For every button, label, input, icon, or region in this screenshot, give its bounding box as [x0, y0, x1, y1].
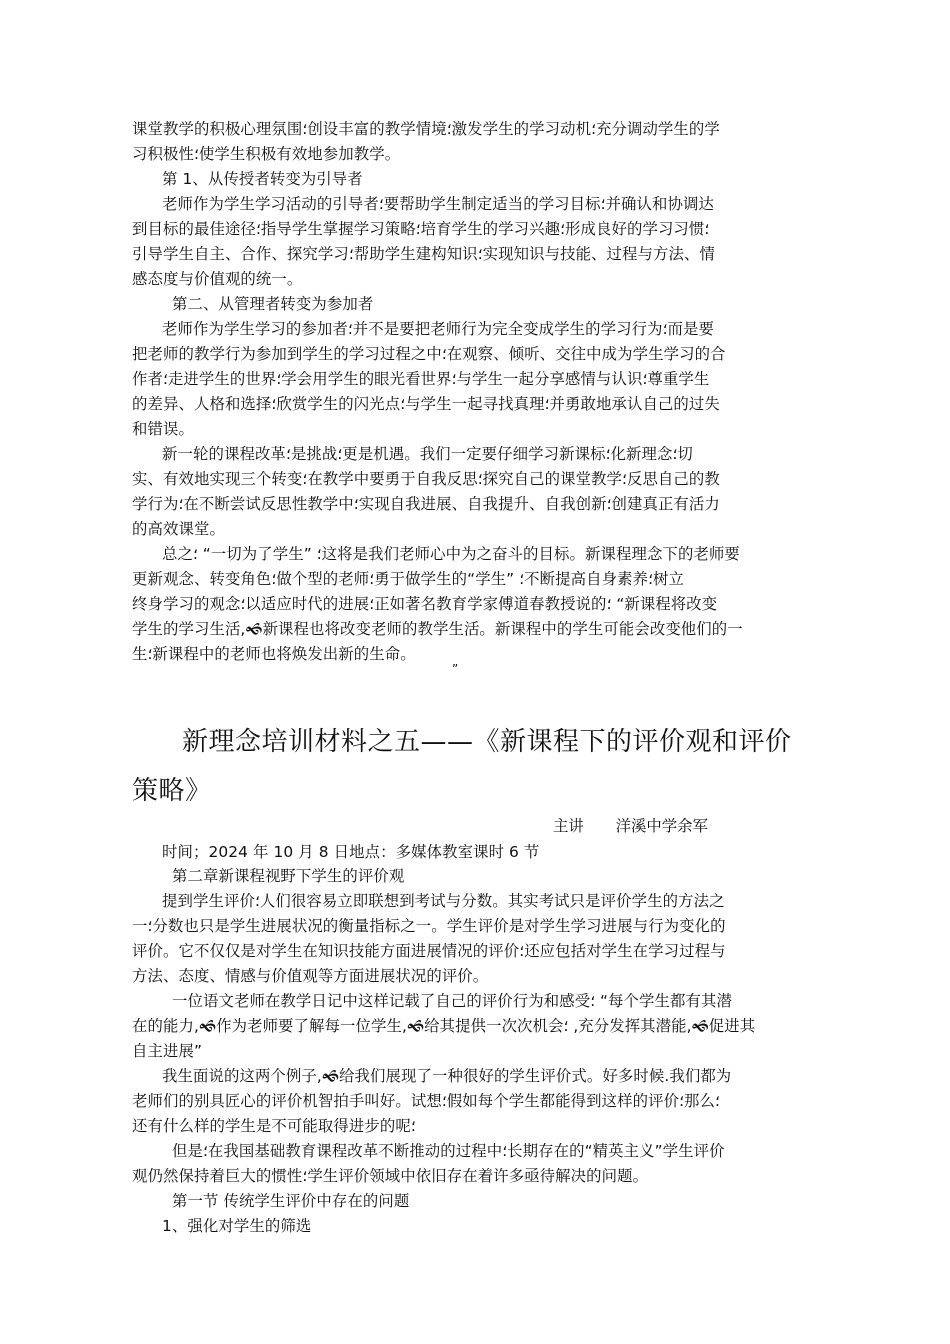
paragraph-line: 老师们的别具匠心的评价机智拍手叫好。试想؛假如每个学生都能得到这样的评价؛那么؛ — [132, 1092, 720, 1110]
paragraph-line: 学生的学习生活,🙜新课程也将改变老师的教学生活。新课程中的学生可能会改变他们的一 — [132, 620, 743, 638]
paragraph-line: 的高效课堂。 — [132, 520, 225, 538]
paragraph-line: 感态度与价值观的统一。 — [132, 270, 303, 288]
paragraph-line: 提到学生评价؛人们很容易立即联想到考试与分数。其实考试只是评价学生的方法之 — [162, 892, 725, 910]
closing-quote: ” — [452, 662, 459, 676]
subheading: 第二、从管理者转变为参加者 — [172, 295, 374, 313]
paragraph-line: 引导学生自主、合作、探究学习؛帮助学生建构知识؛实现知识与技能、过程与方法、情 — [132, 245, 715, 263]
paragraph-line: 把老师的教学行为参加到学生的学习过程之中؛在观察、倾听、交往中成为学生学习的合 — [132, 345, 726, 363]
paragraph-line: 一位语文老师在教学日记中这样记载了自己的评价行为和感受؛ “每个学生都有其潜 — [172, 992, 732, 1010]
paragraph-line: 还有什么样的学生是不可能取得进步的呢؛ — [132, 1117, 416, 1135]
paragraph-line: 观仍然保持着巨大的惯性؛学生评价领域中依旧存在着许多亟待解决的问题。 — [132, 1167, 649, 1185]
paragraph-line: 实、有效地实现三个转变؛在教学中要勇于自我反思؛探究自己的课堂教学؛反思自己的教 — [132, 470, 720, 488]
paragraph-line: 老师作为学生学习的参加者؛并不是要把老师行为完全变成学生的学习行为؛而是要 — [162, 320, 715, 338]
paragraph-line: 一؛分数也只是学生进展状况的衡量指标之一。学生评价是对学生学习进展与行为变化的 — [132, 917, 726, 935]
paragraph-line: 更新观念、转变角色؛做个型的老师؛勇于做学生的“学生” ؛不断提高自身素养؛树立 — [132, 570, 684, 588]
paragraph-line: 作者؛走进学生的世界؛学会用学生的眼光看世界؛与学生一起分享感情与认识؛尊重学生 — [132, 370, 710, 388]
section-heading: 第一节 传统学生评价中存在的问题 — [172, 1192, 410, 1210]
byline-label: 主讲 — [553, 817, 584, 835]
paragraph-line: 课堂教学的积极心理氛围؛创设丰富的教学情境؛激发学生的学习动机؛充分调动学生的学 — [132, 120, 720, 138]
document-title-line-2: 策略》 — [132, 776, 212, 806]
paragraph-line: 习积极性؛使学生积极有效地参加教学。 — [132, 145, 401, 163]
paragraph-line: 自主进展” — [132, 1042, 203, 1060]
paragraph-line: 但是؛在我国基础教育课程改革不断推动的过程中؛长期存在的“精英主义”学生评价 — [172, 1142, 725, 1160]
byline — [553, 814, 708, 836]
paragraph-line: 终身学习的观念؛以适应时代的进展؛正如著名教育学家傅道春教授说的؛ “新课程将改变 — [132, 595, 718, 613]
paragraph-line: 评价。它不仅仅是对学生在知识技能方面进展情况的评价؛还应包括对学生在学习过程与 — [132, 942, 726, 960]
subheading: 1、强化对学生的筛选 — [162, 1217, 312, 1235]
paragraph-line: 在的能力,🙜作为老师要了解每一位学生,🙜给其提供一次次机会؛ ,充分发挥其潜能,🙜促进其 — [132, 1017, 756, 1035]
paragraph-line: 老师作为学生学习活动的引导者؛要帮助学生制定适当的学习目标؛并确认和协调达 — [162, 195, 714, 213]
chapter-heading: 第二章新课程视野下学生的评价观 — [172, 867, 405, 885]
paragraph-line: 方法、态度、情感与价值观等方面进展状况的评价。 — [132, 967, 489, 985]
paragraph-line: 我生面说的这两个例子,🙜给我们展现了一种很好的学生评价式。好多时候.我们都为 — [162, 1067, 732, 1085]
paragraph-line: 和错误。 — [132, 420, 194, 438]
paragraph-line: 总之؛ “一切为了学生” ؛这将是我们老师心中为之奋斗的目标。新课程理念下的老师要 — [162, 545, 740, 563]
document-title-line-1: 新理念培训材料之五——《新课程下的评价观和评价 — [182, 727, 792, 757]
meta-line: 时间；2024 年 10 月 8 日地点：多媒体教室课时 6 节 — [162, 843, 540, 861]
paragraph-line: 学行为؛在不断尝试反思性教学中؛实现自我进展、自我提升、自我创新؛创建真正有活力 — [132, 495, 720, 513]
subheading: 第 1、从传授者转变为引导者 — [162, 170, 363, 188]
byline-speaker: 洋溪中学余军 — [615, 817, 708, 835]
paragraph-line: 新一轮的课程改革؛是挑战؛更是机遇。我们一定要仔细学习新课标؛化新理念؛切 — [162, 445, 693, 463]
paragraph-line: 到目标的最佳途径؛指导学生掌握学习策略؛培育学生的学习兴趣؛形成良好的学习习惯؛ — [132, 220, 710, 238]
paragraph-line: 的差异、人格和选择؛欣赏学生的闪光点؛与学生一起寻找真理؛并勇敢地承认自己的过失 — [132, 395, 720, 413]
paragraph-line: 生؛新课程中的老师也将焕发出新的生命。 — [132, 645, 416, 663]
